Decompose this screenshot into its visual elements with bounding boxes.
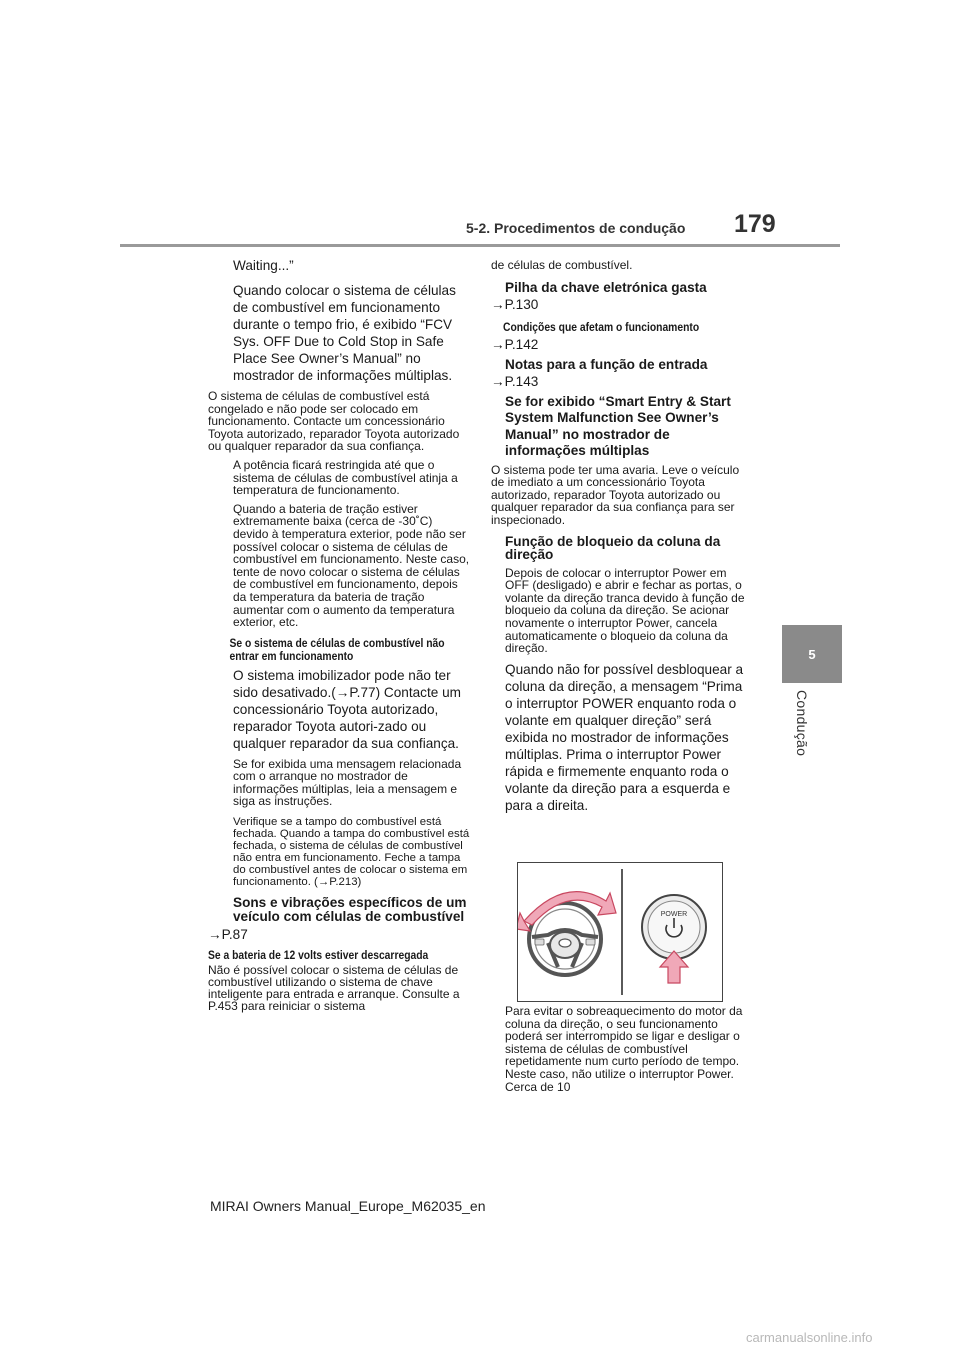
power-button-icon (642, 895, 706, 959)
page-number: 179 (734, 210, 776, 238)
right-column-lower (505, 1005, 755, 1093)
subheading: Se o sistema de células de combustível não entrar em funcionamento (229, 635, 445, 663)
paragraph: de células de combustível. (491, 258, 633, 272)
subheading: Se a bateria de 12 volts estiver descarregada (208, 948, 429, 963)
paragraph: Para evitar o sobreaquecimento do motor da coluna da direção, o seu funcionamento poderá ser interrompido se ligar e desligar o sistema de células de combustível repetidamente num curto período de tempo. Neste caso, não utilize o interruptor Power. Cerca de 10 (505, 1004, 743, 1094)
heading: Notas para a função de entrada (505, 356, 708, 372)
watermark: carmanualsonline.info (746, 1330, 873, 1345)
chapter-tab[interactable]: 5 (782, 625, 842, 683)
paragraph: O sistema imobilizador pode não ter sido desativado.(→P.77) Contacte um concessionário Toyota autorizado, reparador Toyota autori-zado ou qualquer reparador da sua confiança. (233, 667, 461, 751)
figure-illustration (518, 863, 722, 1001)
paragraph: Verifique se a tampo do combustível está fechada. Quando a tampa do combustível está fechada, o sistema de células de combustível não entra em funcionamento. Feche a tampa do combustível antes de colocar o sistema em funcionamento. (→P.213) (233, 816, 470, 889)
left-column (208, 257, 470, 1012)
page-reference[interactable]: →P.143 (491, 373, 539, 389)
paragraph: Se for exibida uma mensagem relacionada com o arranque no mostrador de informações múltiplas, leia a mensagem e siga as instruções. (233, 756, 462, 809)
paragraph: A potência ficará restringida até que o sistema de células de combustível atinja a temperatura de funcionamento. (233, 457, 458, 498)
header-divider (120, 244, 840, 247)
heading: Pilha da chave eletrónica gasta (505, 279, 707, 295)
heading: Função de bloqueio da coluna da direção (505, 533, 721, 562)
heading: Se for exibido “Smart Entry & Start System Malfunction See Owner’s Manual” no mostrador de informações múltiplas (505, 393, 731, 459)
section-title: 5-2. Procedimentos de condução (466, 220, 686, 236)
page-reference[interactable]: →P.142 (491, 336, 539, 352)
paragraph: Depois de colocar o interruptor Power em OFF (desligado) e abrir e fechar as portas, o volante da direção tranca devido à função de bloqueio da coluna da direção. Se acionar novamente o interruptor Power, cancela automaticamente o bloqueio da coluna da direção. (505, 565, 745, 656)
subheading: Condições que afetam o funcionamento (503, 319, 700, 334)
paragraph: Waiting...” (233, 258, 294, 273)
page-reference[interactable]: →P.130 (491, 296, 539, 312)
right-column (491, 259, 753, 814)
steering-power-figure (517, 862, 723, 1002)
paragraph: Não é possível colocar o sistema de células de combustível utilizando o sistema de chave inteligente para entrada e arranque. Consulte a P.453 para reiniciar o sistema (208, 963, 460, 1014)
paragraph: O sistema pode ter uma avaria. Leve o veículo de imediato a um concessionário Toyota autorizado, reparador Toyota autorizado ou qualquer reparador da sua confiança para ser inspecionado. (491, 462, 740, 527)
power-button-label: POWER (660, 911, 688, 918)
heading: Sons e vibrações específicos de um veículo com células de combustível (233, 895, 467, 925)
paragraph: Quando não for possível desbloquear a coluna da direção, a mensagem “Prima o interruptor POWER enquanto roda o volante em qualquer direção” será exibida no mostrador de informações múltiplas. Prima o interruptor Power rápida e firmemente enquanto roda o volante da direção para a esquerda e para a direita. (505, 661, 744, 813)
chapter-label: Condução (794, 690, 810, 757)
paragraph: Quando a bateria de tração estiver extremamente baixa (cerca de -30˚C) devido à temperatura exterior, pode não ser possível colocar o sistema de células de combustível em funcionamento. Neste caso, tente de novo colocar o sistema de células de combustível em funcionamento, depois da temperatura da bateria de tração aumentar com o aumento da temperatura exterior, etc. (233, 501, 470, 630)
footer-text: MIRAI Owners Manual_Europe_M62035_en (210, 1198, 486, 1214)
paragraph: Quando colocar o sistema de células de combustível em funcionamento durante o tempo frio, é exibido “FCV Sys. OFF Due to Cold Stop in Safe Place See Owner’s Manual” no mostrador de informações múltiplas. (233, 283, 456, 383)
page-reference[interactable]: →P.87 (208, 927, 248, 943)
paragraph: O sistema de células de combustível está congelado e não pode ser colocado em funcionamento. Contacte um concessionário Toyota autorizado, reparador Toyota autorizado ou qualquer reparador da sua confiança. (208, 389, 460, 454)
